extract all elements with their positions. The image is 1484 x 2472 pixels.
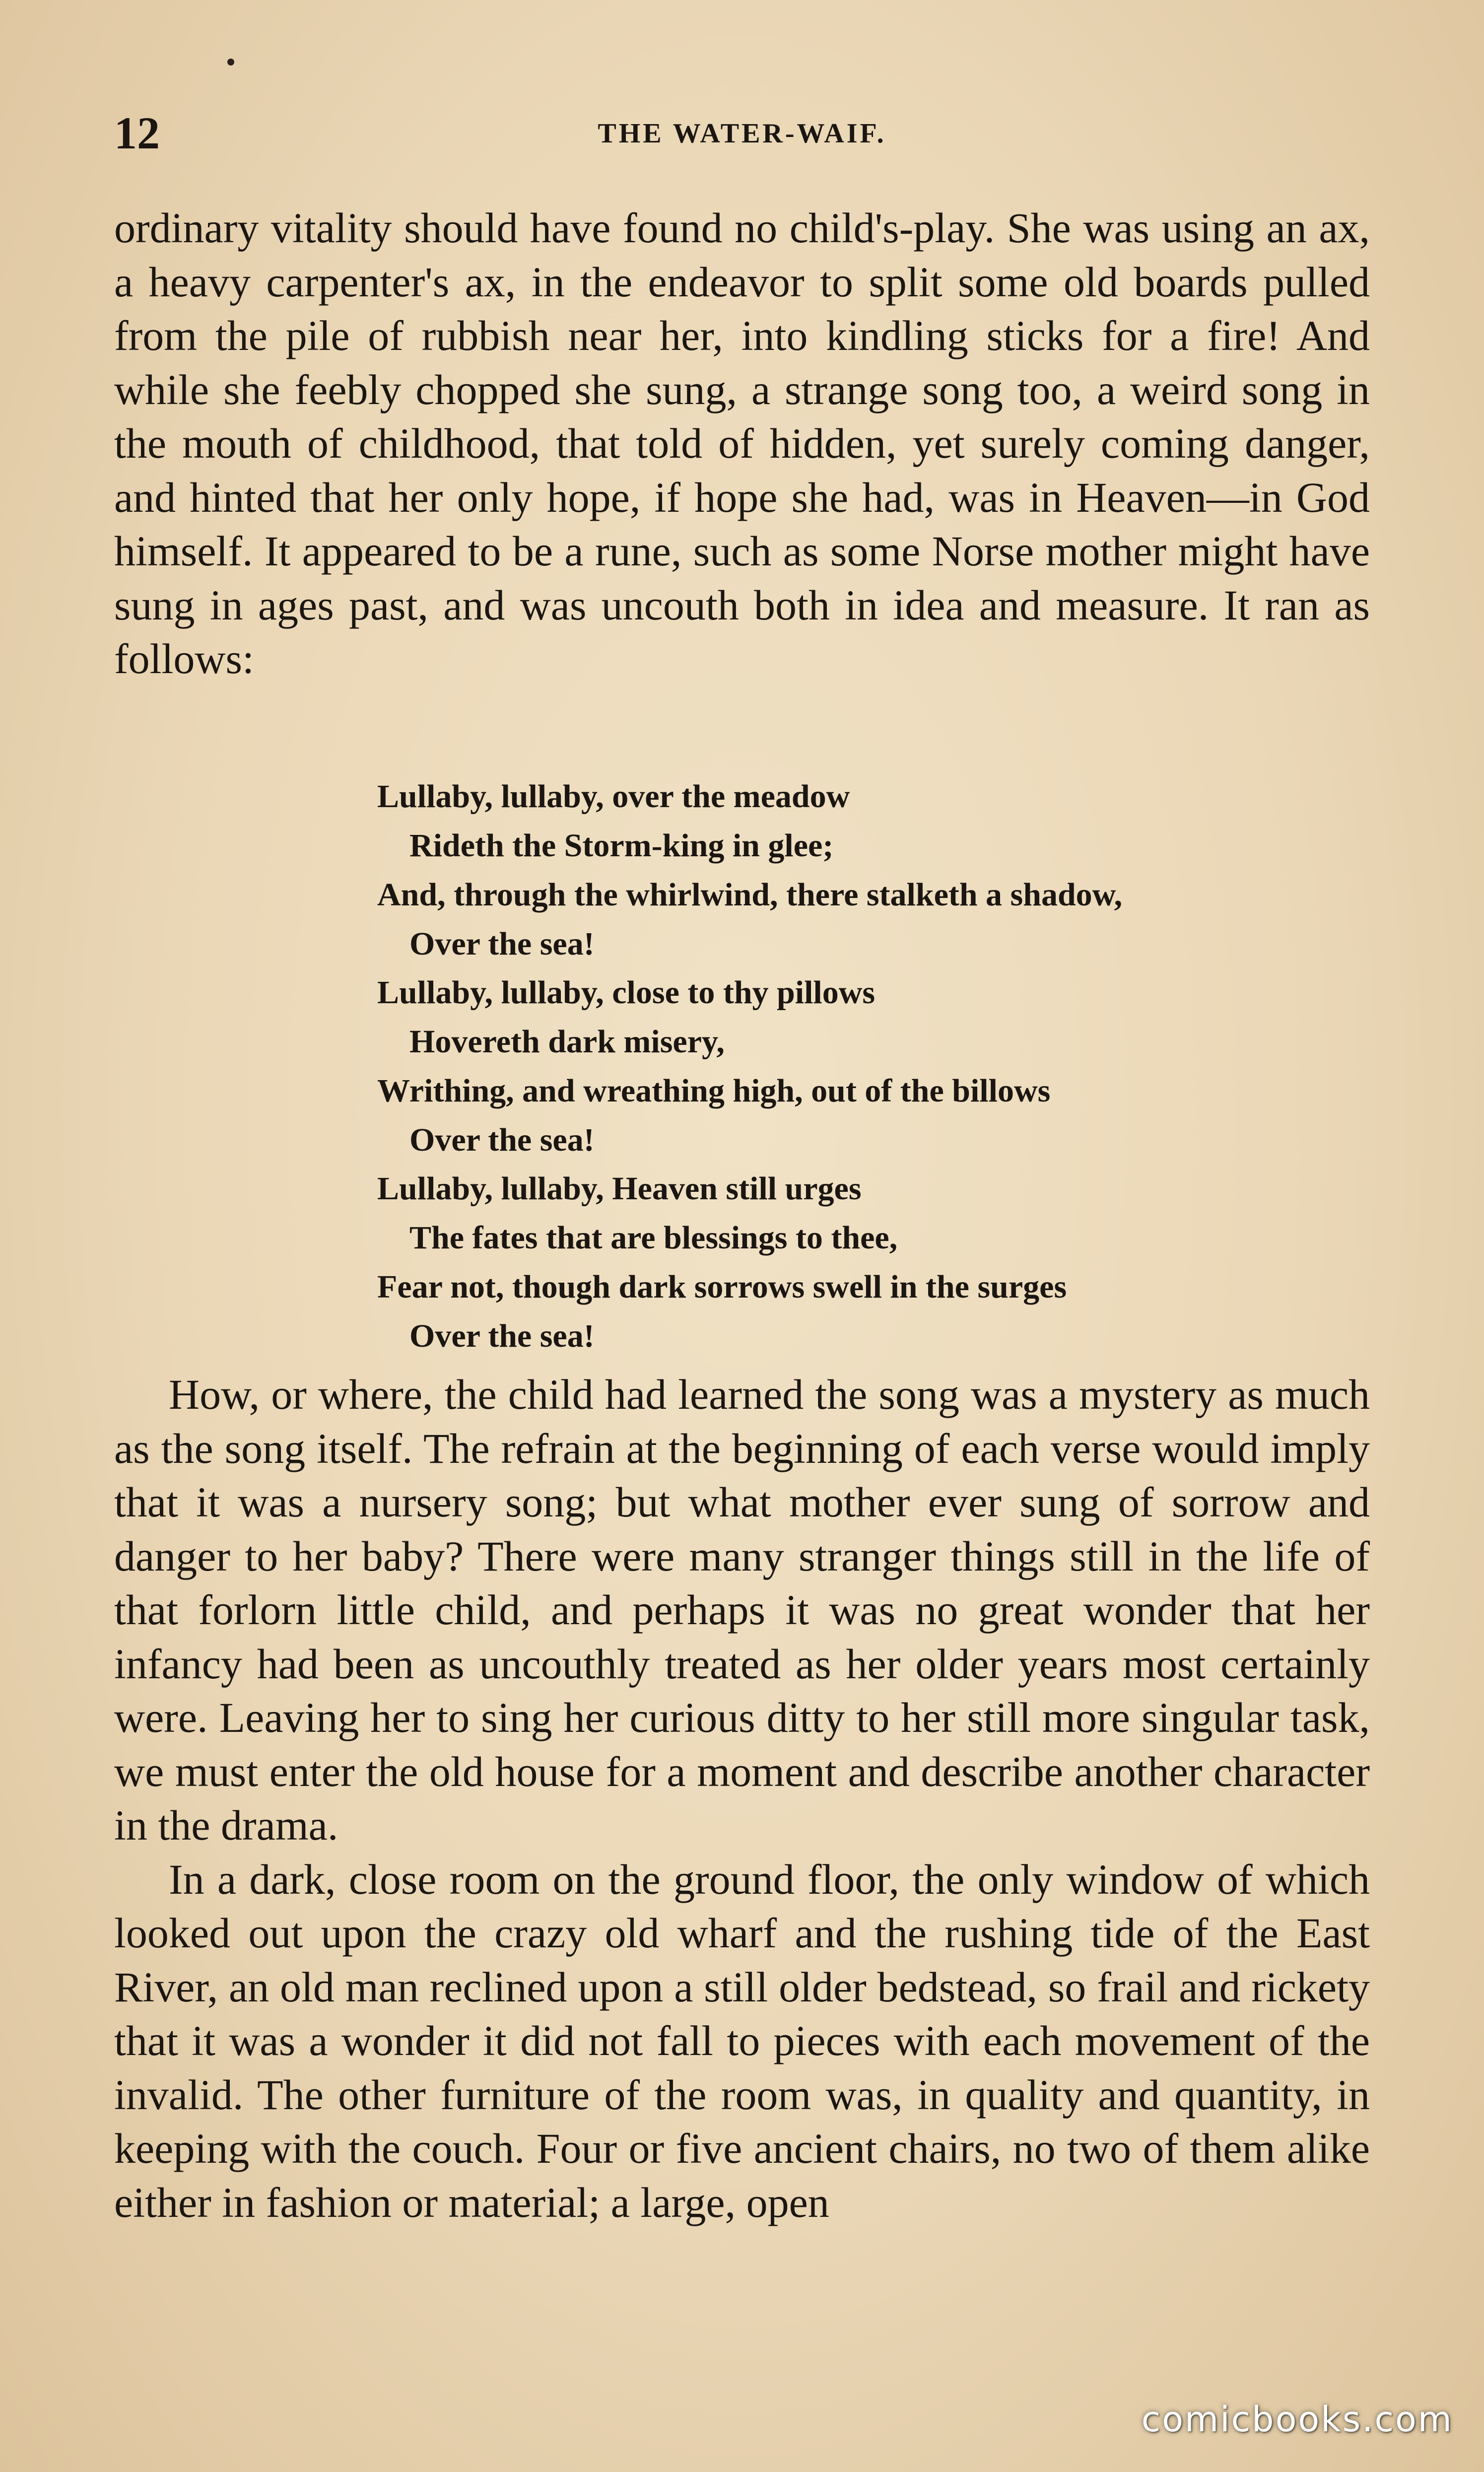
watermark: comicbooks.com (1141, 2399, 1453, 2440)
poem-line: The fates that are blessings to thee, (409, 1220, 898, 1256)
poem-stanza (377, 1164, 1320, 1361)
poem-line: Over the sea! (409, 1122, 595, 1158)
text-block-before-poem (114, 201, 1370, 686)
ink-speck (227, 59, 234, 66)
poem-line: Writhing, and wreathing high, out of the billows (377, 1073, 1051, 1109)
poem-line: Lullaby, lullaby, close to thy pillows (377, 974, 876, 1011)
paragraph: In a dark, close room on the ground floor, the only window of which looked out upon the crazy old wharf and the rushing tide of the East River, an old man reclined upon a still older bedstead, so frail and rickety that it was a wonder it did not fall to pieces with each movement of the invalid. The other furniture of the room was, in quality and quantity, in keeping with the couch. Four or five ancient chairs, no two of them alike either in fashion or material; a large, open (114, 1855, 1370, 2226)
poem-line: Lullaby, lullaby, Heaven still urges (377, 1170, 862, 1207)
running-title: THE WATER-WAIF. (598, 118, 886, 149)
poem-line: Lullaby, lullaby, over the meadow (377, 778, 850, 815)
poem-stanza (377, 772, 1320, 968)
poem-line: Fear not, though dark sorrows swell in the surges (377, 1269, 1067, 1305)
poem-stanza (377, 968, 1320, 1165)
paragraph: How, or where, the child had learned the song was a mystery as much as the song itself. The refrain at the beginning of each verse would imply that it was a nursery song; but what mother ever sung of sorrow and danger to her baby? There were many stranger things still in the life of that forlorn little child, and perhaps it was no great wonder that her infancy had been as uncouthly treated as her older years most certainly were. Leaving her to sing her curious ditty to her still more singular task, we must enter the old house for a moment and describe another character in the drama. (114, 1371, 1370, 1849)
poem-line: Over the sea! (409, 926, 595, 962)
poem-line: Hovereth dark misery, (409, 1024, 725, 1060)
text-block-after-poem (114, 1368, 1370, 2229)
poem-line: And, through the whirlwind, there stalketh a shadow, (377, 877, 1123, 913)
poem-line: Over the sea! (409, 1318, 595, 1354)
paragraph: ordinary vitality should have found no child's-play. She was using an ax, a heavy carpenter's ax, in the endeavor to split some old boards pulled from the pile of rubbish near her, into kindling sticks for a fire! And while she feebly chopped she sung, a strange song too, a weird song in the mouth of childhood, that told of hidden, yet surely coming danger, and hinted that her only hope, if hope she had, was in Heaven—in God himself. It appeared to be a rune, such as some Norse mother might have sung in ages past, and was uncouth both in idea and measure. It ran as follows: (114, 204, 1370, 683)
page-header (114, 107, 1370, 161)
poem-line: Rideth the Storm-king in glee; (409, 827, 834, 864)
page-number: 12 (114, 108, 160, 158)
